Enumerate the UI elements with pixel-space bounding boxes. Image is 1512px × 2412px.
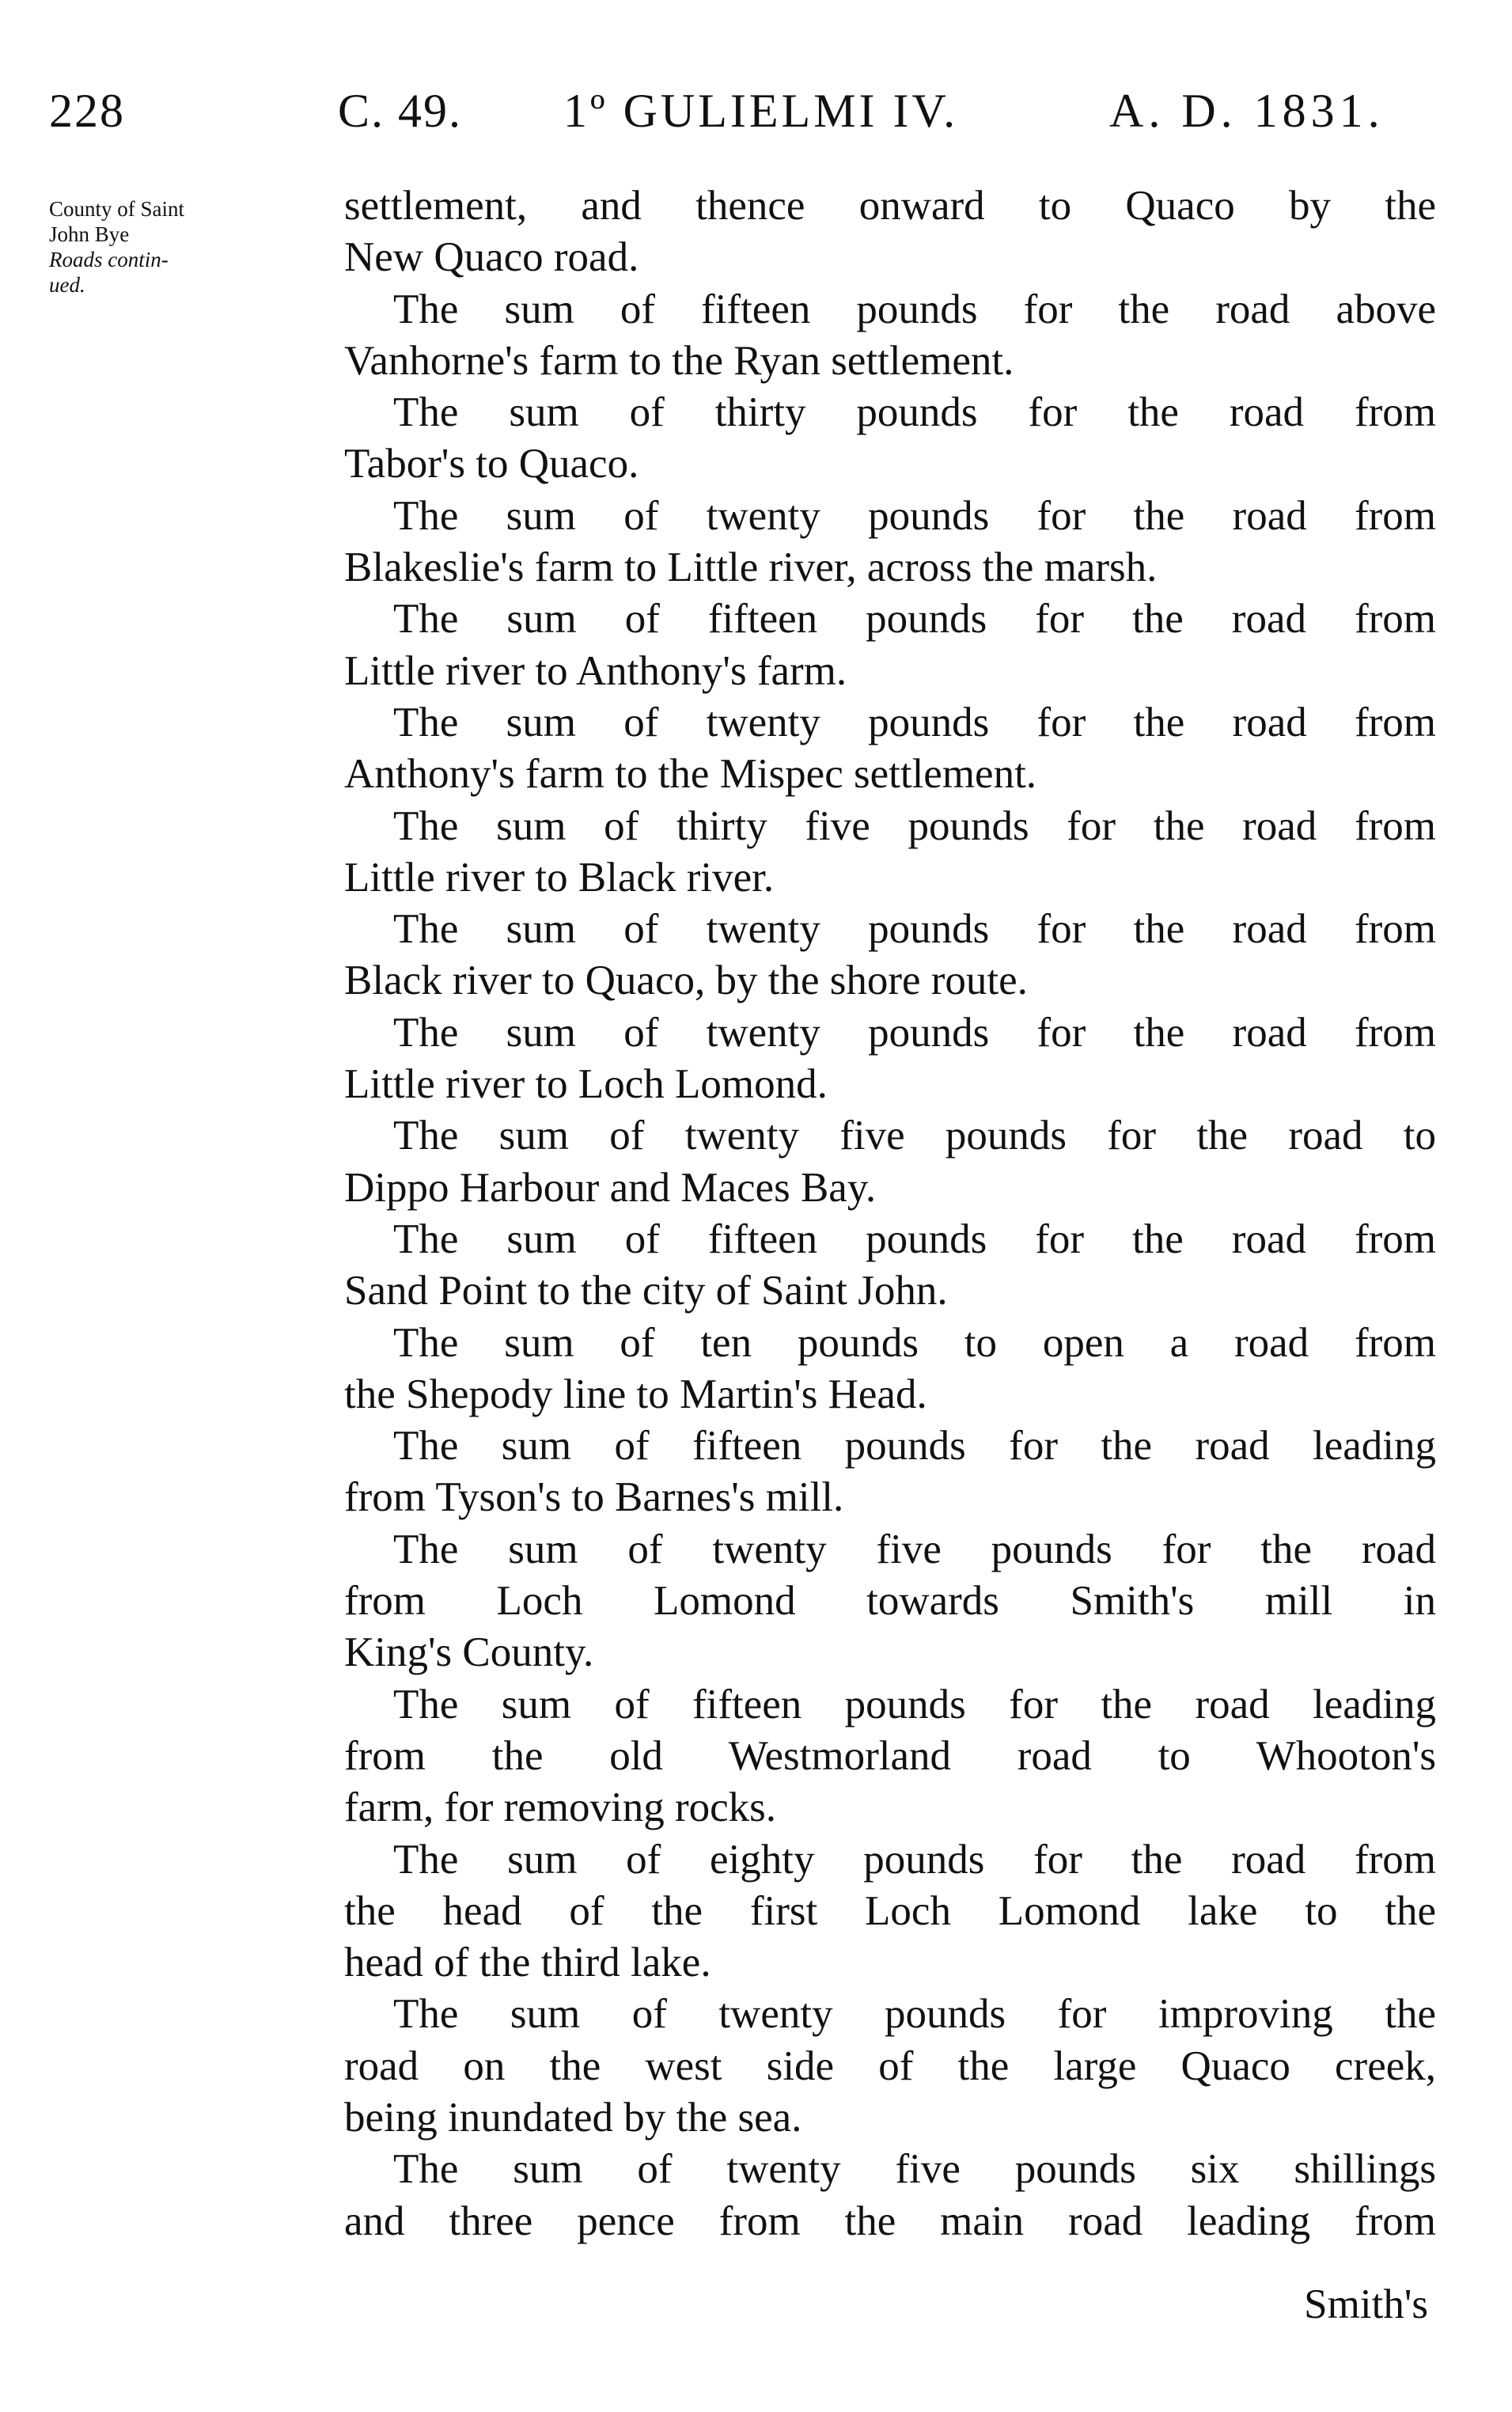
text-line: Black river to Quaco, by the shore route. bbox=[344, 958, 1028, 1004]
text-line: being inundated by the sea. bbox=[344, 2094, 802, 2141]
marginal-note-line: County of Saint bbox=[49, 197, 185, 221]
marginal-note-line: John Bye bbox=[49, 222, 130, 246]
text-line: from Tyson's to Barnes's mill. bbox=[344, 1474, 844, 1521]
text-line: The sum of thirty five pounds for the road from bbox=[393, 802, 1436, 849]
text-line: from Loch Lomond towards Smith's mill in bbox=[344, 1578, 1436, 1625]
text-line: The sum of twenty five pounds for the road to bbox=[393, 1113, 1436, 1159]
anno-domini-year: A. D. 1831. bbox=[1109, 85, 1385, 137]
text-line: The sum of twenty pounds for the road from bbox=[393, 906, 1436, 953]
regnal-year: 1º GULIELMI IV. bbox=[563, 85, 959, 137]
text-line: New Quaco road. bbox=[344, 234, 639, 281]
text-line: The sum of eighty pounds for the road from bbox=[393, 1836, 1436, 1883]
text-line: road on the west side of the large Quaco creek, bbox=[344, 2042, 1436, 2089]
text-line: The sum of twenty pounds for improving the bbox=[393, 1991, 1436, 2038]
page-number: 228 bbox=[49, 85, 125, 137]
text-line: The sum of twenty pounds for the road from bbox=[393, 492, 1436, 539]
running-header bbox=[49, 79, 1426, 142]
text-line: Tabor's to Quaco. bbox=[344, 441, 639, 487]
text-line: The sum of twenty five pounds for the road bbox=[393, 1526, 1436, 1572]
statute-body-text bbox=[344, 180, 1436, 2247]
text-line: The sum of fifteen pounds for the road above bbox=[393, 286, 1436, 332]
text-line: The sum of fifteen pounds for the road from bbox=[393, 596, 1436, 643]
chapter-number: C. 49. bbox=[338, 85, 463, 137]
text-line: Blakeslie's farm to Little river, across the marsh. bbox=[344, 544, 1158, 591]
text-line: Vanhorne's farm to the Ryan settlement. bbox=[344, 337, 1014, 384]
text-line: King's County. bbox=[344, 1629, 594, 1676]
text-line: Little river to Anthony's farm. bbox=[344, 647, 847, 694]
text-line: the head of the first Loch Lomond lake to the bbox=[344, 1887, 1436, 1934]
marginal-note bbox=[49, 196, 314, 298]
text-line: the Shepody line to Martin's Head. bbox=[344, 1371, 927, 1417]
text-line: The sum of twenty pounds for the road from bbox=[393, 699, 1436, 745]
text-line: The sum of thirty pounds for the road from bbox=[393, 389, 1436, 436]
text-line: and three pence from the main road leading from bbox=[344, 2198, 1436, 2244]
text-line: Little river to Black river. bbox=[344, 854, 775, 901]
marginal-note-line: Roads contin- bbox=[49, 248, 169, 271]
text-line: Little river to Loch Lomond. bbox=[344, 1061, 828, 1108]
text-line: head of the third lake. bbox=[344, 1940, 711, 1986]
text-line: The sum of twenty five pounds six shillings bbox=[393, 2146, 1436, 2193]
text-line: Sand Point to the city of Saint John. bbox=[344, 1268, 948, 1314]
text-line: Dippo Harbour and Maces Bay. bbox=[344, 1164, 877, 1211]
text-line: The sum of fifteen pounds for the road leading bbox=[393, 1423, 1436, 1470]
text-line: settlement, and thence onward to Quaco by the bbox=[344, 183, 1436, 229]
text-line: The sum of fifteen pounds for the road leading bbox=[393, 1681, 1436, 1727]
text-line: The sum of ten pounds to open a road from bbox=[393, 1319, 1436, 1366]
catchword: Smith's bbox=[1304, 2281, 1428, 2327]
marginal-note-line: ued. bbox=[49, 273, 85, 297]
text-line: The sum of fifteen pounds for the road from bbox=[393, 1215, 1436, 1262]
text-line: The sum of twenty pounds for the road from bbox=[393, 1009, 1436, 1056]
text-line: from the old Westmorland road to Whooton's bbox=[344, 1732, 1436, 1779]
text-line: farm, for removing rocks. bbox=[344, 1784, 777, 1831]
text-line: Anthony's farm to the Mispec settlement. bbox=[344, 751, 1037, 798]
